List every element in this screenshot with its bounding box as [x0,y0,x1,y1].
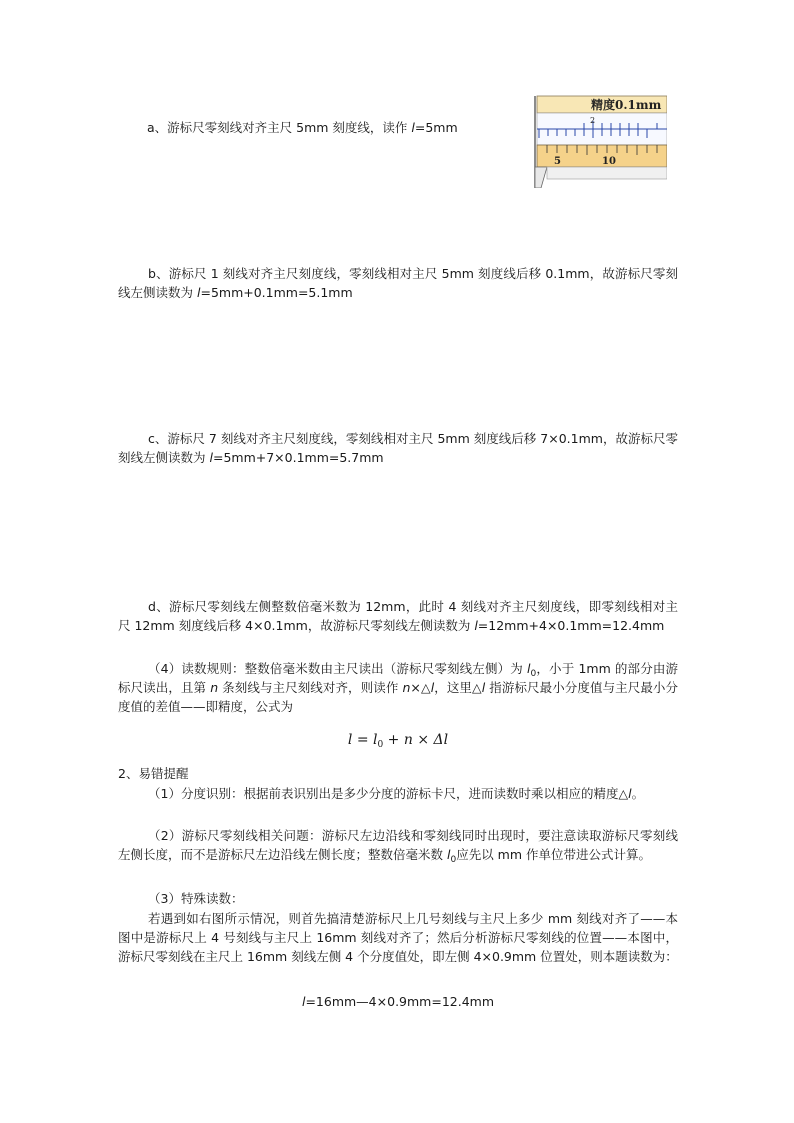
rule-text-1: （4）读数规则：整数倍毫米数由主尺读出（游标尺零刻线左侧）为 [148,661,528,676]
para-d-prefix: d、游标尺零刻线左侧整数倍毫米数为 12mm，此时 4 刻线对齐主尺刻度线，即零刻线相对主尺 12mm 刻度线后移 4×0.1mm，故游标尺零刻线左侧读数为 [118,599,678,633]
item-2-text-2: 应先以 mm 作单位带进公式计算。 [456,847,652,862]
main-scale-label-5: 5 [554,156,561,167]
rule-var-n: n [210,680,219,695]
item-3-heading: （3）特殊读数： [148,891,244,906]
para-c-suffix: =5mm+7×0.1mm=5.7mm [212,450,384,465]
section-2-heading: 2、易错提醒 [118,766,189,781]
rule-var-l: l [527,661,531,676]
precision-label: 精度0.1mm [591,98,662,112]
final-text: =16mm—4×0.9mm=12.4mm [305,994,495,1009]
final-var: l [301,994,306,1009]
main-scale-label-10: 10 [602,156,616,167]
paragraph-b [118,264,678,302]
item-3-text: 若遇到如右图所示情况，则首先搞清楚游标尺上几号刻线与主尺上多少 mm 刻线对齐了——本图中是游标尺上 4 号刻线与主尺上 16mm 刻线对齐了；然后分析游标尺零刻线的位置——本图中，游标尺零刻线在主尺上 16mm 刻线左侧 4 个分度值处，即左侧 4×0.9mm 位置处，则本题读数为： [118,911,678,964]
item-1-var: l [628,786,632,801]
item-2-sub: 0 [450,855,457,865]
reading-rule-paragraph [118,659,678,716]
rule-text-2: ，小于 1mm 的部分由游标尺读出，且第 [118,661,678,695]
para-b-suffix: =5mm+0.1mm=5.1mm [200,285,353,300]
rule-text-4: ×△ [410,680,431,695]
para-d-var: l [474,618,478,633]
rule-var-n2: n [402,680,411,695]
item-1-end: 。 [631,786,645,801]
formula-eq: = [352,732,374,748]
final-result [118,992,678,1011]
para-a-var: l [411,120,415,135]
rule-var-l2: l [430,680,435,695]
paragraph-a [147,118,458,137]
paragraph-d [118,597,678,635]
item-2-text-1: （2）游标尺零刻线相关问题：游标尺左边沿线和零刻线同时出现时，要注意读取游标尺零刻线左侧长度，而不是游标尺左边沿线左侧长度；整数倍毫米数 [118,828,678,862]
item-1-text: （1）分度识别：根据前表识别出是多少分度的游标卡尺，进而读数时乘以相应的精度△ [148,786,629,801]
vernier-mark-label: 2 [590,116,596,125]
rule-sub-0: 0 [530,669,537,679]
para-d-suffix: =12mm+4×0.1mm=12.4mm [477,618,665,633]
paragraph-c [118,429,678,467]
formula-lhs: l [347,732,353,748]
rule-text-6: 指游标尺最小分度值与主尺最小分度值的差值——即精度，公式为 [118,680,679,714]
para-a-prefix: a、游标尺零刻线对齐主尺 5mm 刻度线，读作 [147,120,412,135]
para-c-var: l [209,450,213,465]
rule-var-l3: l [481,680,486,695]
rule-text-5: ，这里△ [434,680,482,695]
item-1-scale-identification [118,784,678,803]
vernier-caliper-figure [533,94,667,188]
formula-l0: l [373,732,378,748]
item-2-var: l [446,847,451,862]
formula-rest: + n × Δl [383,732,449,748]
formula-l0-sub: 0 [377,740,384,750]
item-2-zero-line [118,826,678,864]
rule-text-3: 条刻线与主尺刻线对齐，则读作 [218,680,403,695]
para-b-var: l [196,285,201,300]
formula [118,731,678,750]
para-b-prefix: b、游标尺 1 刻线对齐主尺刻度线，零刻线相对主尺 5mm 刻度线后移 0.1mm，故游标尺零刻线左侧读数为 [118,266,678,300]
para-a-suffix: =5mm [414,120,458,135]
para-c-prefix: c、游标尺 7 刻线对齐主尺刻度线，零刻线相对主尺 5mm 刻度线后移 7×0.1mm，故游标尺零刻线左侧读数为 [118,431,678,465]
